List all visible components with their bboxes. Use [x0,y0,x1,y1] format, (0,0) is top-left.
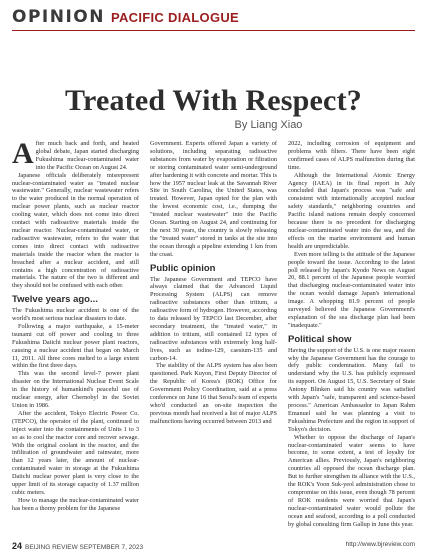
paragraph: After the accident, Tokyo Electric Power Co. (TEPCO), the operator of the plant, continued to inject water into the containments of Units 1 to 3 so as to cool the reactor core and recover sewage. With the original coolant in the reactor, and the infiltration of groundwater and rainwater, more than 12 years later, the amount of nuclear-contaminated water in storage at the Fukushima Daiichi nuclear power plant is very close to the upper limit of its storage capacity of 1.37 million cubic meters. [12,409,139,496]
page-number: 24 [12,541,23,551]
page-footer [12,541,415,551]
column-1 [12,137,139,513]
subheading: Political show [288,333,352,345]
paragraph: How to manage the nuclear-contaminated water has been a thorny problem for the Japanese [12,496,139,512]
column-3 [288,140,415,529]
drop-cap: A [12,137,34,170]
paragraph: The Fukushima nuclear accident is one of the world's most serious nuclear disasters to date. [12,307,139,323]
section-label: OPINION [12,7,105,27]
publication-line: BEIJING REVIEW SEPTEMBER 7, 2023 [25,544,144,551]
paragraph: Although the International Atomic Energy Agency (IAEA) in its final report in July concluded that Japan's process was "safe and consistent with internationally accepted nuclear safety standards," neighboring countries and Pacific island nations remain deeply concerned because there is no precedent for discharging nuclear-contaminated water into the sea, and the effects on the marine environment and human health are unpredictable. [288,171,415,250]
paragraph: Following a major earthquake, a 15-meter tsunami cut off power and cooling to three Fukushima Daiichi nuclear power plant reactors, causing a nuclear accident that began on March 11, 2011. All three cores melted to a large extent within the first three days. [12,322,139,370]
footer-left [12,541,143,551]
paragraph: 2022, including corrosion of equipment and problems with filters. There have been eight confirmed cases of ALPS malfunction during that time. [288,140,415,171]
paragraph: This was the second level-7 power plant disaster on the International Nuclear Event Scale in the history of humankind's peaceful use of nuclear energy, after Chernobyl in the Soviet Union in 1986. [12,370,139,409]
header-rule [12,30,415,31]
paragraph: The stability of the ALPS system has also been questioned. Park Kuyon, First Deputy Director of the Republic of Korea's (ROK) Office for Government Policy Coordination, said at a press conference on June 16 that Seoul's team of experts who'd conducted an on-site inspection the previous month had received a list of major ALPS malfunctions having occurred between 2013 and [150,362,277,425]
paragraph: The Japanese Government and TEPCO have always claimed that the Advanced Liquid Processing System (ALPS) can remove radioactive substances other than tritium, a radioactive form of hydrogen. However, according to data released by TEPCO last December, after secondary treatment, the "treated water," in addition to tritium, still contained 12 types of radioactive substances with extremely long half-lives, such as iodine-129, caesium-135 and carbon-14. [150,275,277,362]
paragraph: Government. Experts offered Japan a variety of solutions, including separating radioactive substances from water by evaporation or filtration or storing contaminated water semi-underground after hardening it with concrete and mortar. This is how the 1957 nuclear leak at the Savannah River Site in South Carolina, the United States, was treated. However, Japan opted for the plan with the lowest economic cost, i.e., dumping the "treated nuclear wastewater" into the Pacific Ocean. Starting on August 24, and continuing for the next 30 years, the country is slowly releasing the "treated water" stored in tanks at the site into the ocean through a pipeline extending 1 km from the coast. [150,140,277,258]
article-title: Treated With Respect? [65,84,362,117]
subheading: Twelve years ago... [12,294,98,306]
paragraph: Whether to oppose the discharge of Japan's nuclear-contaminated water seems to have become, to some extent, a test of loyalty for American allies. Previously, Japan's neighboring countries all opposed the ocean discharge plan. But to further strengthen its alliance with the U.S., the ROK's Yoon Suk-yeol administration chose to compromise on this issue, even though 78 percent of ROK residents were worried that Japan's nuclear-contaminated water would pollute the ocean and seafood, according to a poll conducted by global consulting firm Gallup in June this year. [288,433,415,528]
section-header [12,6,239,28]
subheading: Public opinion [150,262,216,274]
paragraph: Even more telling is the attitude of the Japanese people toward the issue. According to the latest poll released by Japan's Kyodo News on August 20, 88.1 percent of the Japanese people worried that discharging nuclear-contaminated water into the ocean would damage Japan's international image. A whopping 81.9 percent of people surveyed believed the Japanese Government's explanation of the sea discharge plan had been "inadequate." [288,250,415,329]
article-byline: By Liang Xiao [234,119,303,131]
subsection-label: PACIFIC DIALOGUE [110,9,240,25]
paragraph: After much back and forth, and heated global debate, Japan started discharging Fukushima nuclear-contaminated water into the Pacific Ocean on August 24. [12,137,139,171]
column-2 [150,140,277,426]
paragraph: Japanese officials deliberately misrepresent nuclear-contaminated water as "treated nuclear wastewater." Generally, nuclear wastewater refers to the water produced in the normal operation of nuclear power plants, such as nuclear reactor cooling water, which does not come into direct contact with radioactive materials inside the nuclear reactor. Nuclear-contaminated water, or radioactive wastewater, refers to the water that comes into direct contact with radioactive materials inside the reactor when the reactor is breached after a nuclear accident, and still contains a high concentration of radioactive materials. The nature of the two is different and they should not be confused with each other. [12,171,139,290]
footer-url: http://www.bjreview.com [345,541,415,548]
paragraph: Having the support of the U.S. is one major reason why the Japanese Government has the courage to defy public condemnation. Many fail to understand why the U.S. has publicly expressed its support. On August 15, U.S. Secretary of State Antony Blinken said his country was satisfied with Japan's "safe, transparent and science-based process." American Ambassador to Japan Rahm Emanuel said he was planning a visit to Fukushima Prefecture and the region in support of Tokyo's decision. [288,346,415,433]
